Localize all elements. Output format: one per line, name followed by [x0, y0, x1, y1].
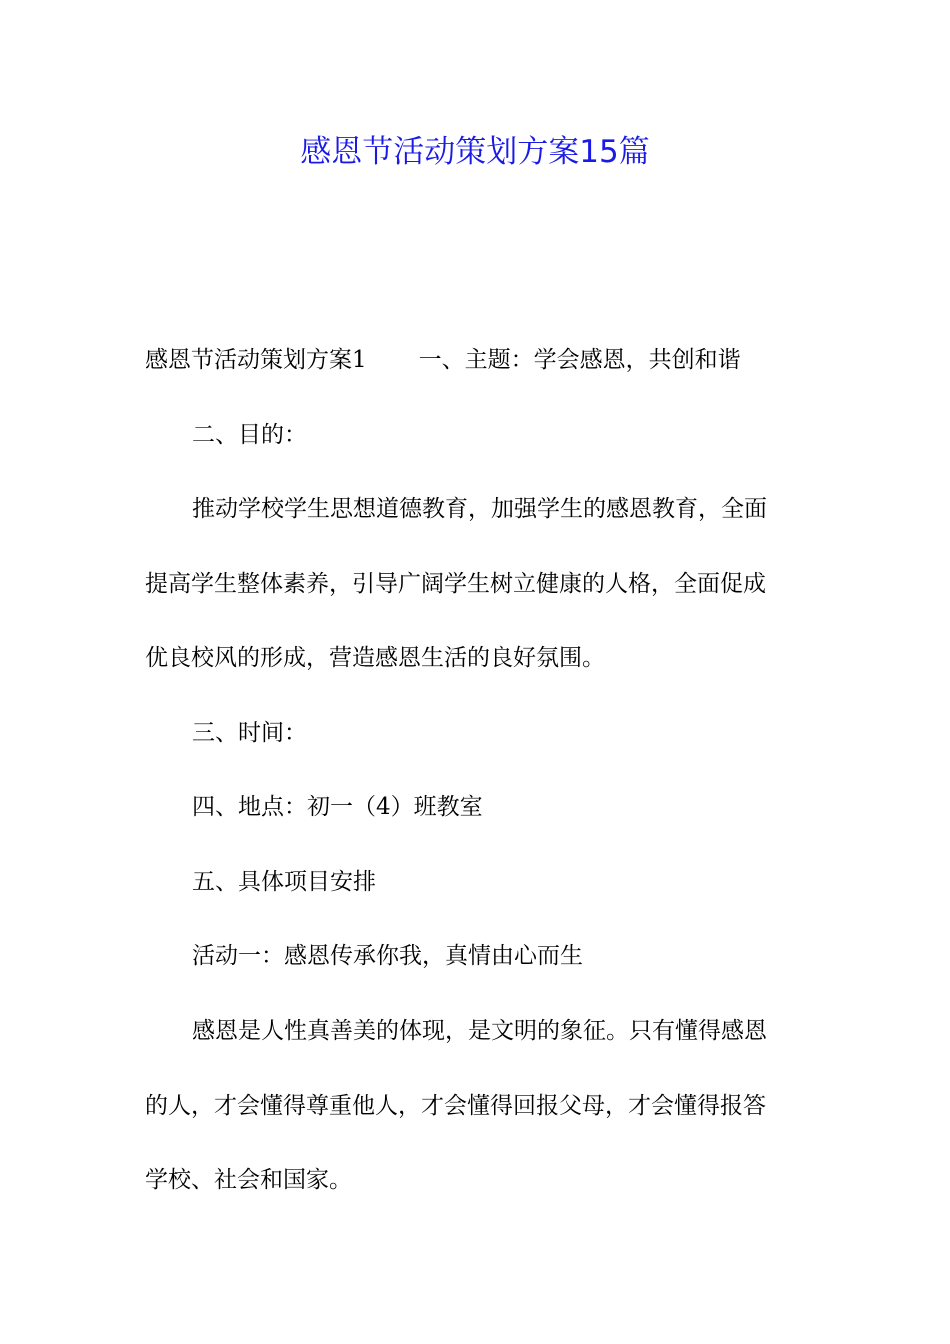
paragraph-line: 四、地点：初一（4）班教室 [192, 794, 483, 820]
paragraph-line: 优良校风的形成，营造感恩生活的良好氛围。 [145, 645, 605, 671]
paragraph-line: 二、目的： [192, 422, 307, 448]
paragraph-line: 推动学校学生思想道德教育，加强学生的感恩教育，全面 [192, 496, 767, 522]
section-topic: 一、主题：学会感恩，共创和谐 [418, 347, 741, 373]
paragraph-line: 的人，才会懂得尊重他人，才会懂得回报父母，才会懂得报答 [145, 1093, 766, 1119]
document-title: 感恩节活动策划方案15篇 [300, 134, 650, 170]
paragraph-line: 五、具体项目安排 [192, 869, 376, 895]
heading-line [145, 343, 741, 377]
paragraph-line: 三、时间： [192, 720, 307, 746]
paragraph-line: 学校、社会和国家。 [145, 1167, 352, 1193]
paragraph-line: 感恩是人性真善美的体现，是文明的象征。只有懂得感恩 [192, 1018, 767, 1044]
section-label: 感恩节活动策划方案1 [145, 347, 367, 373]
paragraph-line: 提高学生整体素养，引导广阔学生树立健康的人格，全面促成 [145, 571, 766, 597]
paragraph-line: 活动一：感恩传承你我，真情由心而生 [192, 943, 583, 969]
